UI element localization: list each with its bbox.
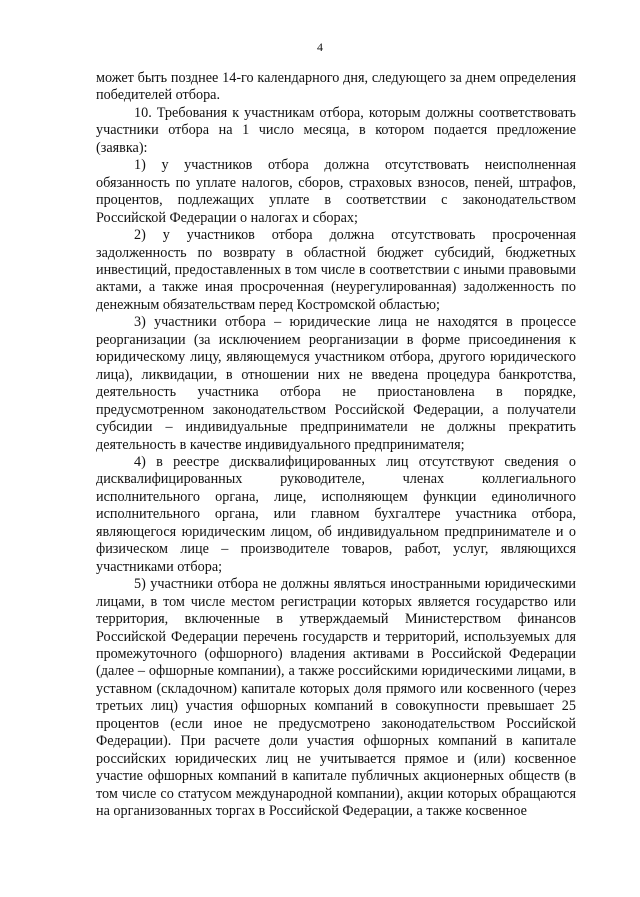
paragraph-section-10: 10. Требования к участникам отбора, которым должны соответствовать участники отбора на 1 число месяца, в котором подается предложение (заявка):	[96, 104, 576, 156]
paragraph-item-4: 4) в реестре дисквалифицированных лиц отсутствуют сведения о дисквалифицированных руководителе, членах коллегиального исполнительного органа, лице, исполняющем функции единоличного исполнительного органа, или главном бухгалтере участника отбора, являющегося юридическим лицом, об индивидуальном предпринимателе и о физическом лице – производителе товаров, работ, услуг, являющихся участниками отбора;	[96, 453, 576, 575]
paragraph-item-1: 1) у участников отбора должна отсутствовать неисполненная обязанность по уплате налогов, сборов, страховых взносов, пеней, штрафов, процентов, подлежащих уплате в соответствии с законодательством Российской Федерации о налогах и сборах;	[96, 157, 576, 226]
document-body	[96, 70, 576, 820]
paragraph-item-5: 5) участники отбора не должны являться иностранными юридическими лицами, в том числе местом регистрации которых является государство или территория, включенные в утверждаемый Министерством финансов Российской Федерации перечень государств и территорий, используемых для промежуточного (офшорного) владения активами в Российской Федерации (далее – офшорные компании), а также российскими юридическими лицами, в уставном (складочном) капитале которых доля прямого или косвенного (через третьих лиц) участия офшорных компаний в совокупности превышает 25 процентов (если иное не предусмотрено законодательством Российской Федерации). При расчете доли участия офшорных компаний в капитале российских юридических лиц не учитывается прямое и (или) косвенное участие офшорных компаний в капитале публичных акционерных обществ (в том числе со статусом международной компании), акции которых обращаются на организованных торгах в Российской Федерации, а также косвенное	[96, 576, 576, 820]
paragraph-item-3: 3) участники отбора – юридические лица не находятся в процессе реорганизации (за исключением реорганизации в форме присоединения к юридическому лицу, являющемуся участником отбора, другого юридического лица), ликвидации, в отношении них не введена процедура банкротства, деятельность участника отбора не приостановлена в порядке, предусмотренном законодательством Российской Федерации, а получатели субсидии – индивидуальные предприниматели не должны прекратить деятельность в качестве индивидуального предпринимателя;	[96, 314, 576, 453]
paragraph-continuation: может быть позднее 14-го календарного дня, следующего за днем определения победителей отбора.	[96, 70, 576, 104]
paragraph-item-2: 2) у участников отбора должна отсутствовать просроченная задолженность по возврату в областной бюджет субсидий, бюджетных инвестиций, предоставленных в том числе в соответствии с иными правовыми актами, а также иная просроченная (неурегулированная) задолженность по денежным обязательствам перед Костромской областью;	[96, 227, 576, 313]
page-number: 4	[317, 40, 323, 54]
